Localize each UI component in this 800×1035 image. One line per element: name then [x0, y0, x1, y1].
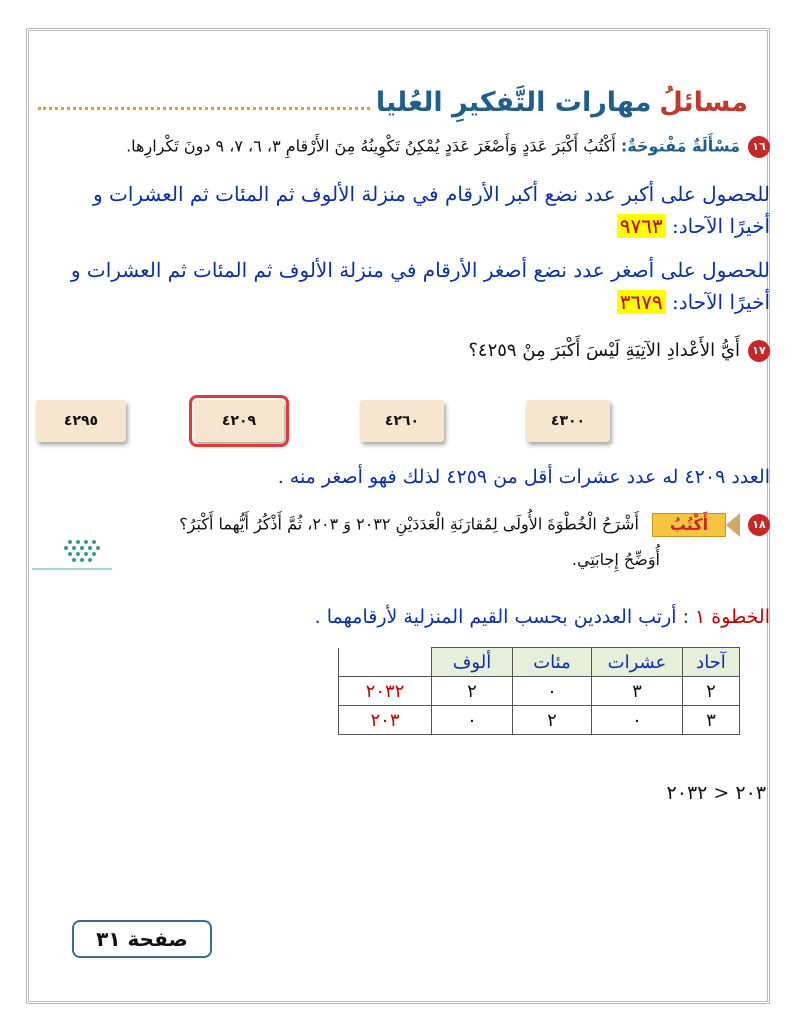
table-row	[339, 677, 740, 706]
question-17-text: أَيُّ الأَعْدادِ الآتِيَةِ لَيْسَ أَكْبَرَ مِنْ ٤٢٥٩؟	[468, 340, 740, 361]
table-number-cell: ٢٠٣	[339, 706, 432, 735]
answer-17: العدد ٤٢٠٩ له عدد عشرات أقل من ٤٢٥٩ لذلك فهو أصغر منه .	[277, 466, 770, 488]
question-16-label: مَسْأَلَةٌ مَفْتوحَةٌ:	[620, 136, 740, 156]
choice-box-4[interactable]: ٤٢٩٥	[36, 400, 126, 442]
question-17	[468, 340, 770, 362]
table-cell: ٢	[683, 677, 740, 706]
header-hundreds: مئات	[513, 648, 592, 677]
header-ones: آحاد	[683, 648, 740, 677]
step-1-text: : أرتب العددين بحسب القيم المنزلية لأرقامهما .	[314, 606, 689, 628]
choice-box-2[interactable]: ٤٢٦٠	[360, 400, 444, 442]
page-number-label: صفحة ٣١	[72, 920, 212, 958]
question-number-18: ١٨	[748, 514, 770, 536]
ministry-logo-icon	[30, 536, 120, 576]
answer-smallest-text: للحصول على أصغر عدد نضع أصغر الأرقام في منزلة الألوف ثم المئات ثم العشرات و أخيرًا الآحاد:	[70, 258, 770, 314]
table-cell: ٠	[432, 706, 513, 735]
header-tens: عشرات	[592, 648, 683, 677]
question-number-16: ١٦	[748, 136, 770, 158]
answer-smallest	[50, 254, 770, 318]
place-value-table	[338, 647, 740, 735]
choice-box-1[interactable]: ٤٣٠٠	[526, 400, 610, 442]
table-row	[339, 706, 740, 735]
table-header-row	[339, 648, 740, 677]
answer-largest-value: ٩٧٦٣	[617, 214, 666, 238]
question-16	[126, 136, 770, 158]
table-cell: ٣	[592, 677, 683, 706]
question-number-17: ١٧	[748, 340, 770, 362]
header-thousands: ألوف	[432, 648, 513, 677]
step-1	[315, 606, 770, 628]
answer-largest	[50, 178, 770, 242]
choice-box-selected[interactable]: ٤٢٠٩	[194, 400, 284, 442]
table-cell: ٠	[513, 677, 592, 706]
pencil-icon	[652, 513, 740, 537]
table-number-cell: ٢٠٣٢	[339, 677, 432, 706]
question-18	[179, 513, 770, 537]
section-title-part2: مهارات التَّفكيرِ العُليا	[375, 87, 652, 118]
table-cell: ٢	[513, 706, 592, 735]
question-18-text-line1: أَشْرَحُ الْخُطْوَةَ الأُولَى لِمُقارَنَةِ الْعَدَدَيْنِ ٢٠٣٢ وَ ٢٠٣، ثُمَّ أَذْكُرُ أَيُّهما أَكْبَرُ؟	[179, 514, 639, 534]
section-title-part1: مسائلُ	[659, 87, 748, 118]
step-1-label: الخطوة ١	[695, 606, 770, 628]
table-cell: ٢	[432, 677, 513, 706]
comparison-result: ٢٠٣ < ٢٠٣٢	[666, 782, 766, 804]
table-cell: ٣	[683, 706, 740, 735]
section-title	[38, 78, 748, 118]
answer-smallest-value: ٣٦٧٩	[617, 290, 666, 314]
question-16-text: أَكْتُبُ أَكْبَرَ عَدَدٍ وَأَصْغَرَ عَدَدٍ يُمْكِنُ تَكْوِينُهُ مِنَ الأَرْقامِ ٣، ٦، ٧، ٩ دونَ تَكْرارِها.	[126, 136, 616, 156]
write-badge: أَكْتُبُ	[652, 513, 726, 537]
answer-largest-text: للحصول على أكبر عدد نضع أكبر الأرقام في منزلة الألوف ثم المئات ثم العشرات و أخيرًا الآحاد:	[92, 182, 770, 238]
question-18-text-line2: أُوَضِّحُ إِجابَتِي.	[571, 550, 660, 569]
table-cell: ٠	[592, 706, 683, 735]
title-dotted-rule	[38, 106, 370, 110]
